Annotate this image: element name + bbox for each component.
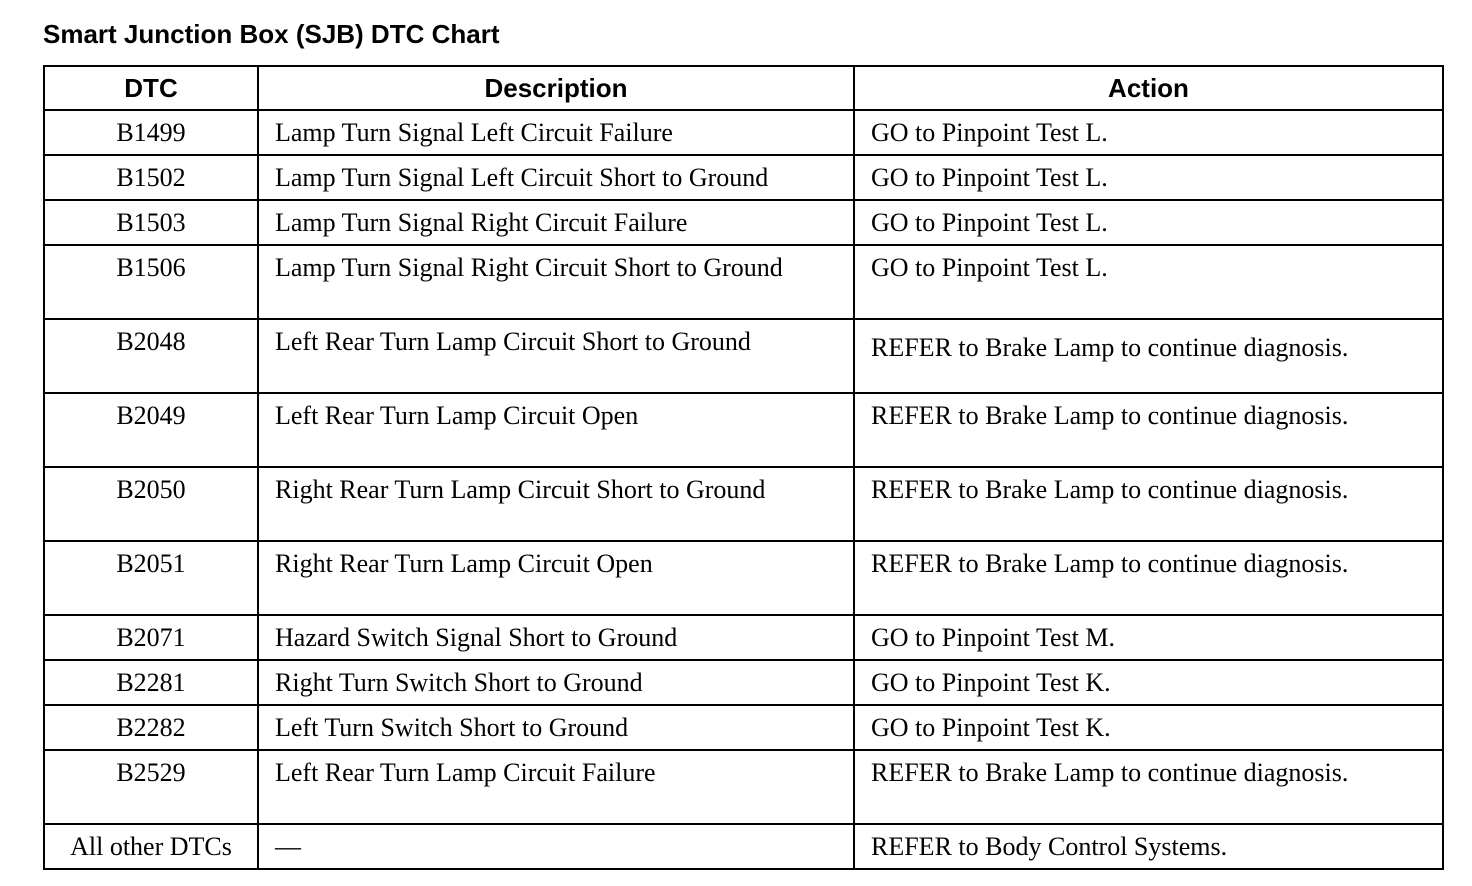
dtc-action: GO to Pinpoint Test K. [854, 705, 1443, 750]
table-row [44, 110, 1443, 155]
page-title: Smart Junction Box (SJB) DTC Chart [43, 19, 500, 49]
dtc-description: Lamp Turn Signal Right Circuit Short to Ground [258, 245, 854, 319]
dtc-code: B2050 [44, 467, 258, 541]
dtc-description: Right Rear Turn Lamp Circuit Short to Ground [258, 467, 854, 541]
dtc-action: REFER to Brake Lamp to continue diagnosis. [854, 393, 1443, 467]
dtc-code: All other DTCs [44, 824, 258, 869]
column-header-description: Description [258, 66, 854, 110]
table-row [44, 245, 1443, 319]
table-row [44, 393, 1443, 467]
dtc-table [43, 65, 1444, 870]
dtc-description: Lamp Turn Signal Left Circuit Short to Ground [258, 155, 854, 200]
dtc-code: B2048 [44, 319, 258, 393]
dtc-action: GO to Pinpoint Test L. [854, 245, 1443, 319]
dtc-description: Left Turn Switch Short to Ground [258, 705, 854, 750]
dtc-action: REFER to Brake Lamp to continue diagnosis. [854, 541, 1443, 615]
table-row [44, 705, 1443, 750]
dtc-description: Right Rear Turn Lamp Circuit Open [258, 541, 854, 615]
dtc-description: Left Rear Turn Lamp Circuit Open [258, 393, 854, 467]
dtc-code: B2051 [44, 541, 258, 615]
dtc-code: B1499 [44, 110, 258, 155]
dtc-action: REFER to Brake Lamp to continue diagnosis. [854, 467, 1443, 541]
table-row [44, 615, 1443, 660]
dtc-description: Left Rear Turn Lamp Circuit Short to Ground [258, 319, 854, 393]
dtc-code: B1506 [44, 245, 258, 319]
dtc-code: B1503 [44, 200, 258, 245]
dtc-action: GO to Pinpoint Test L. [854, 200, 1443, 245]
dtc-action: REFER to Body Control Systems. [854, 824, 1443, 869]
table-row [44, 319, 1443, 393]
table-row [44, 750, 1443, 824]
table-header-row [44, 66, 1443, 110]
dtc-code: B2049 [44, 393, 258, 467]
dtc-description: — [258, 824, 854, 869]
dtc-code: B2529 [44, 750, 258, 824]
dtc-action: GO to Pinpoint Test L. [854, 110, 1443, 155]
dtc-description: Left Rear Turn Lamp Circuit Failure [258, 750, 854, 824]
dtc-code: B2071 [44, 615, 258, 660]
dtc-action: REFER to Brake Lamp to continue diagnosis. [854, 319, 1443, 393]
dtc-code: B1502 [44, 155, 258, 200]
table-row [44, 155, 1443, 200]
dtc-description: Right Turn Switch Short to Ground [258, 660, 854, 705]
dtc-code: B2281 [44, 660, 258, 705]
dtc-action: GO to Pinpoint Test K. [854, 660, 1443, 705]
column-header-dtc: DTC [44, 66, 258, 110]
dtc-action: REFER to Brake Lamp to continue diagnosis. [854, 750, 1443, 824]
dtc-code: B2282 [44, 705, 258, 750]
table-row [44, 200, 1443, 245]
dtc-description: Lamp Turn Signal Right Circuit Failure [258, 200, 854, 245]
dtc-description: Hazard Switch Signal Short to Ground [258, 615, 854, 660]
dtc-action: GO to Pinpoint Test L. [854, 155, 1443, 200]
dtc-action: GO to Pinpoint Test M. [854, 615, 1443, 660]
table-row [44, 541, 1443, 615]
table-row [44, 824, 1443, 869]
dtc-description: Lamp Turn Signal Left Circuit Failure [258, 110, 854, 155]
table-row [44, 467, 1443, 541]
column-header-action: Action [854, 66, 1443, 110]
table-row [44, 660, 1443, 705]
